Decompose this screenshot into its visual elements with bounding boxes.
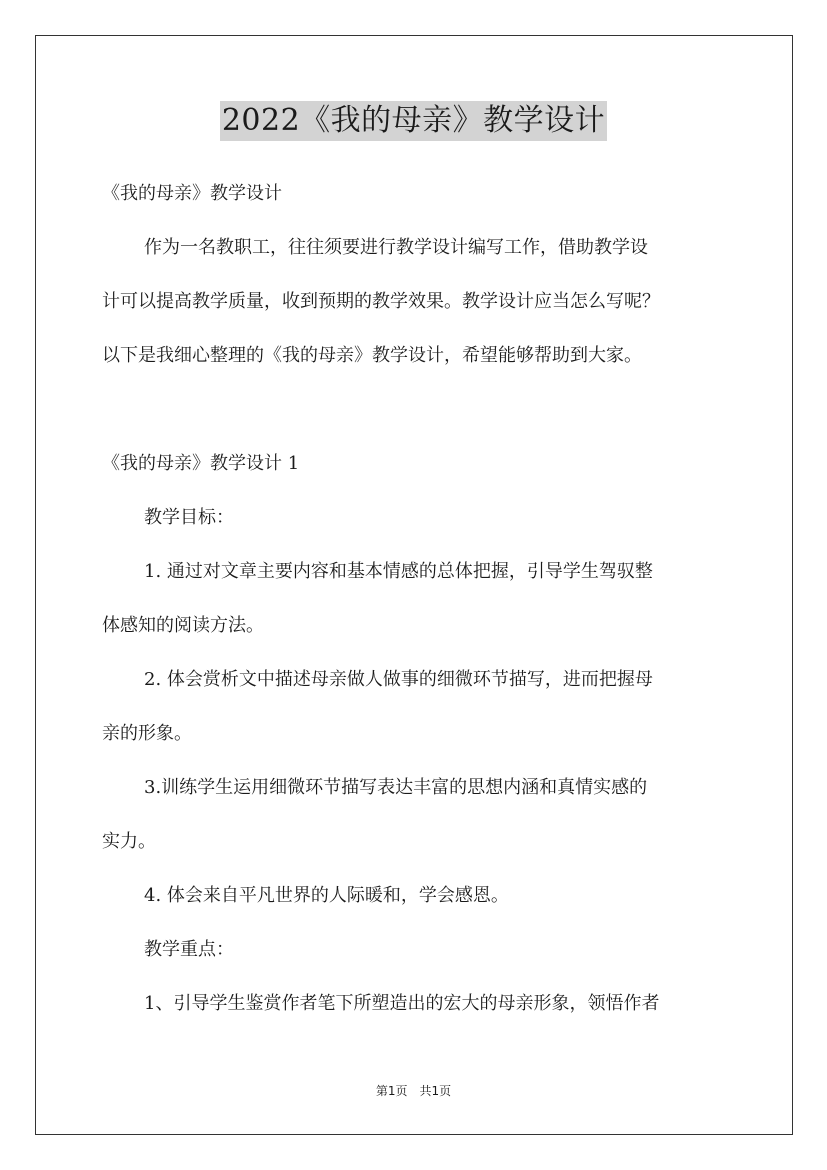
list-item-line: 亲的形象。 <box>102 723 192 744</box>
subheading-teaching-goals: 教学目标： <box>144 507 234 528</box>
paragraph-line: 作为一名教职工，往往须要进行教学设计编写工作，借助教学设 <box>144 237 648 258</box>
paragraph-line: 以下是我细心整理的《我的母亲》教学设计，希望能够帮助到大家。 <box>102 345 642 366</box>
document-title: 2022《我的母亲》教学设计 <box>220 101 607 141</box>
paragraph-line: 计可以提高教学质量，收到预期的教学效果。教学设计应当怎么写呢？ <box>102 291 660 312</box>
list-item-line: 1、引导学生鉴赏作者笔下所塑造出的宏大的母亲形象，领悟作者 <box>144 993 660 1014</box>
list-item-line: 1. 通过对文章主要内容和基本情感的总体把握，引导学生驾驭整 <box>144 561 653 582</box>
list-item-line: 4. 体会来自平凡世界的人际暖和，学会感恩。 <box>144 885 509 906</box>
list-item-line: 体感知的阅读方法。 <box>102 615 264 636</box>
section-heading: 《我的母亲》教学设计 1 <box>102 453 300 474</box>
list-item-line: 3.训练学生运用细微环节描写表达丰富的思想内涵和真情实感的 <box>144 777 648 798</box>
list-item-line: 2. 体会赏析文中描述母亲做人做事的细微环节描写，进而把握母 <box>144 669 653 690</box>
subheading-teaching-focus: 教学重点： <box>144 939 234 960</box>
list-item-line: 实力。 <box>102 831 156 852</box>
subtitle-line: 《我的母亲》教学设计 <box>102 183 282 204</box>
title-container <box>0 101 827 141</box>
page-footer: 第1页 共1页 <box>375 1084 452 1098</box>
